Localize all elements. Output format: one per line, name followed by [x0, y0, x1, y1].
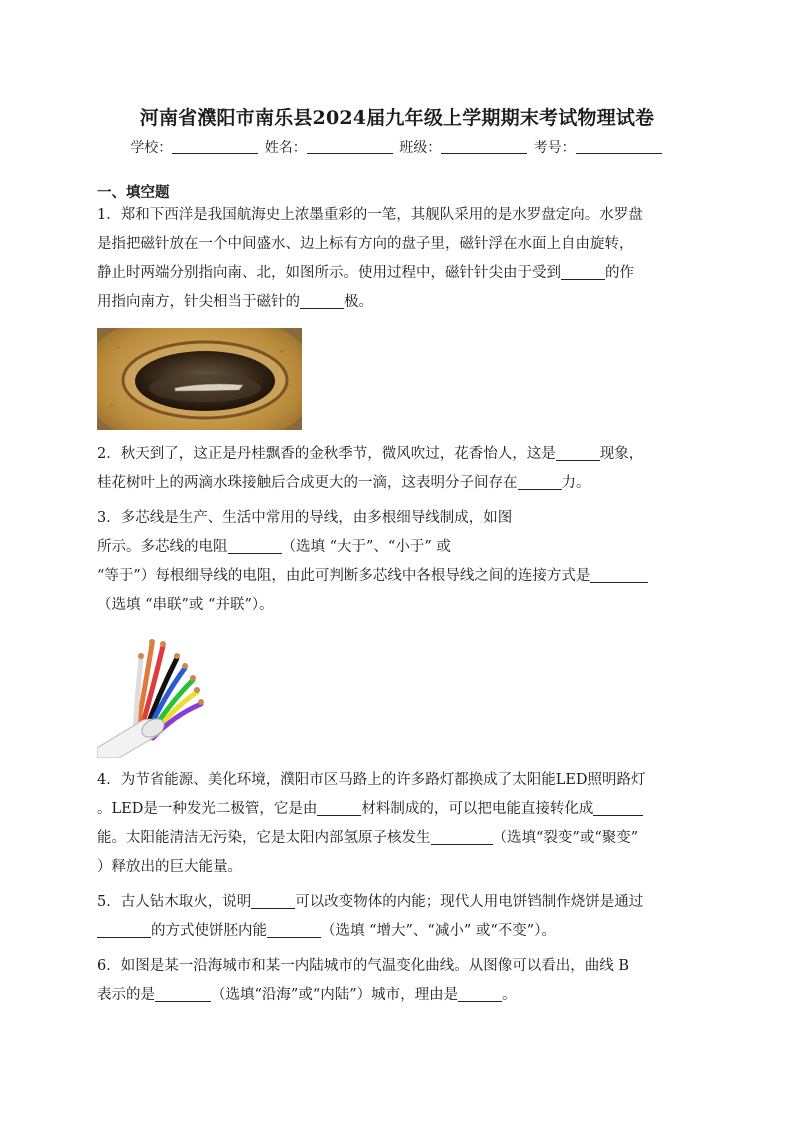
class-blank[interactable] [441, 139, 527, 154]
answer-blank[interactable] [251, 892, 295, 909]
class-label: 班级： [399, 140, 442, 156]
answer-blank[interactable] [458, 985, 502, 1002]
q4-line-3 [97, 824, 697, 853]
svg-text:⁘: ⁘ [115, 344, 121, 352]
answer-blank[interactable] [590, 566, 648, 583]
multicore-wire-image [97, 628, 217, 758]
svg-text:⁘: ⁘ [109, 402, 115, 410]
q3-text: 所示。多芯线的电阻 [97, 539, 228, 555]
q5-text: 5．古人钻木取火，说明 [97, 894, 252, 910]
answer-blank[interactable] [593, 799, 643, 816]
q1-text: 静止时两端分别指向南、北，如图所示。使用过程中，磁针针尖由于受到 [97, 265, 561, 281]
q4-line-1: 4．为节省能源、美化环境，濮阳市区马路上的许多路灯都换成了太阳能LED照明路灯 [97, 772, 646, 788]
q5-text: （选填 “增大”、“减小” 或“不变”）。 [321, 923, 556, 939]
q3-text: （选填 “大于”、“小于” 或 [281, 539, 451, 555]
q1-line-1: 1．郑和下西洋是我国航海史上浓墨重彩的一笔，其舰队采用的是水罗盘定向。水罗盘 [97, 207, 643, 223]
q2-line-1 [97, 440, 697, 469]
q5-text: 的方式使饼胚内能 [151, 923, 267, 939]
answer-blank[interactable] [97, 921, 151, 938]
q3-line-2 [97, 533, 697, 562]
q6-text: 。 [502, 987, 517, 1003]
q3-line-4: （选填 “串联”或 “并联”）。 [97, 597, 274, 613]
q5-line-2 [97, 917, 697, 946]
q5-line-1 [97, 888, 697, 917]
q2-text: 2．秋天到了，这正是丹桂飘香的金秋季节，微风吹过，花香怡人，这是 [97, 446, 556, 462]
student-info-line [0, 137, 794, 157]
name-blank[interactable] [307, 139, 393, 154]
answer-blank[interactable] [518, 473, 562, 490]
q2-text: 桂花树叶上的两滴水珠接触后合成更大的一滴，这表明分子间存在 [97, 475, 518, 491]
number-label: 考号： [533, 140, 576, 156]
q2-text: 现象， [599, 446, 644, 462]
q6-line-1: 6．如图是某一沿海城市和某一内陆城市的气温变化曲线。从图像可以看出，曲线 B [97, 958, 629, 974]
name-label: 姓名： [264, 140, 307, 156]
svg-text:⁘: ⁘ [285, 382, 291, 390]
q5-text: 可以改变物体的内能；现代人用电饼铛制作烧饼是通过 [295, 894, 644, 910]
q4-text: （选填“裂变”或“聚变” [492, 830, 639, 846]
q4-line-2 [97, 795, 697, 824]
number-blank[interactable] [576, 139, 662, 154]
q3-text: “等于”）每根细导线的电阻，由此可判断多芯线中各根导线之间的连接方式是 [97, 568, 591, 584]
answer-blank[interactable] [431, 828, 493, 845]
q1-line-2: 是指把磁针放在一个中间盛水、边上标有方向的盘子里，磁针浮在水面上自由旋转， [97, 236, 634, 252]
question-4 [97, 766, 697, 882]
svg-text:⁘: ⁘ [279, 348, 285, 356]
q4-line-4: ）释放出的巨大能量。 [97, 859, 242, 875]
answer-blank[interactable] [228, 537, 282, 554]
question-5 [97, 888, 697, 946]
section-heading: 一、填空题 [97, 184, 170, 201]
school-label: 学校： [130, 140, 173, 156]
question-2 [97, 440, 697, 498]
question-1 [97, 201, 697, 317]
q4-text: 材料制成的，可以把电能直接转化成 [361, 801, 594, 817]
answer-blank[interactable] [155, 985, 211, 1002]
answer-blank[interactable] [300, 292, 344, 309]
q1-line-3 [97, 259, 697, 288]
question-3 [97, 504, 697, 620]
q1-text: 极。 [344, 294, 373, 310]
page-title: 河南省濮阳市南乐县2024届九年级上学期期末考试物理试卷 [139, 107, 655, 129]
q1-text: 的作 [605, 265, 634, 281]
q6-text: （选填“沿海”或“内陆”）城市，理由是 [211, 987, 459, 1003]
answer-blank[interactable] [556, 444, 600, 461]
answer-blank[interactable] [317, 799, 361, 816]
school-blank[interactable] [172, 139, 258, 154]
q3-line-1: 3．多芯线是生产、生活中常用的导线，由多根细导线制成，如图 [97, 510, 513, 526]
q4-text: 能。太阳能清洁无污染，它是太阳内部氢原子核发生 [97, 830, 431, 846]
q6-text: 表示的是 [97, 987, 155, 1003]
water-compass-image [97, 328, 302, 430]
question-6 [97, 952, 697, 1010]
answer-blank[interactable] [267, 921, 321, 938]
q2-text: 力。 [561, 475, 591, 491]
q1-text: 用指向南方，针尖相当于磁针的 [97, 294, 300, 310]
q3-line-3 [97, 562, 697, 591]
q2-line-2 [97, 469, 697, 498]
q4-text: 。LED是一种发光二极管，它是由 [97, 801, 318, 817]
answer-blank[interactable] [561, 263, 605, 280]
q6-line-2 [97, 981, 697, 1010]
q1-line-4 [97, 288, 697, 317]
